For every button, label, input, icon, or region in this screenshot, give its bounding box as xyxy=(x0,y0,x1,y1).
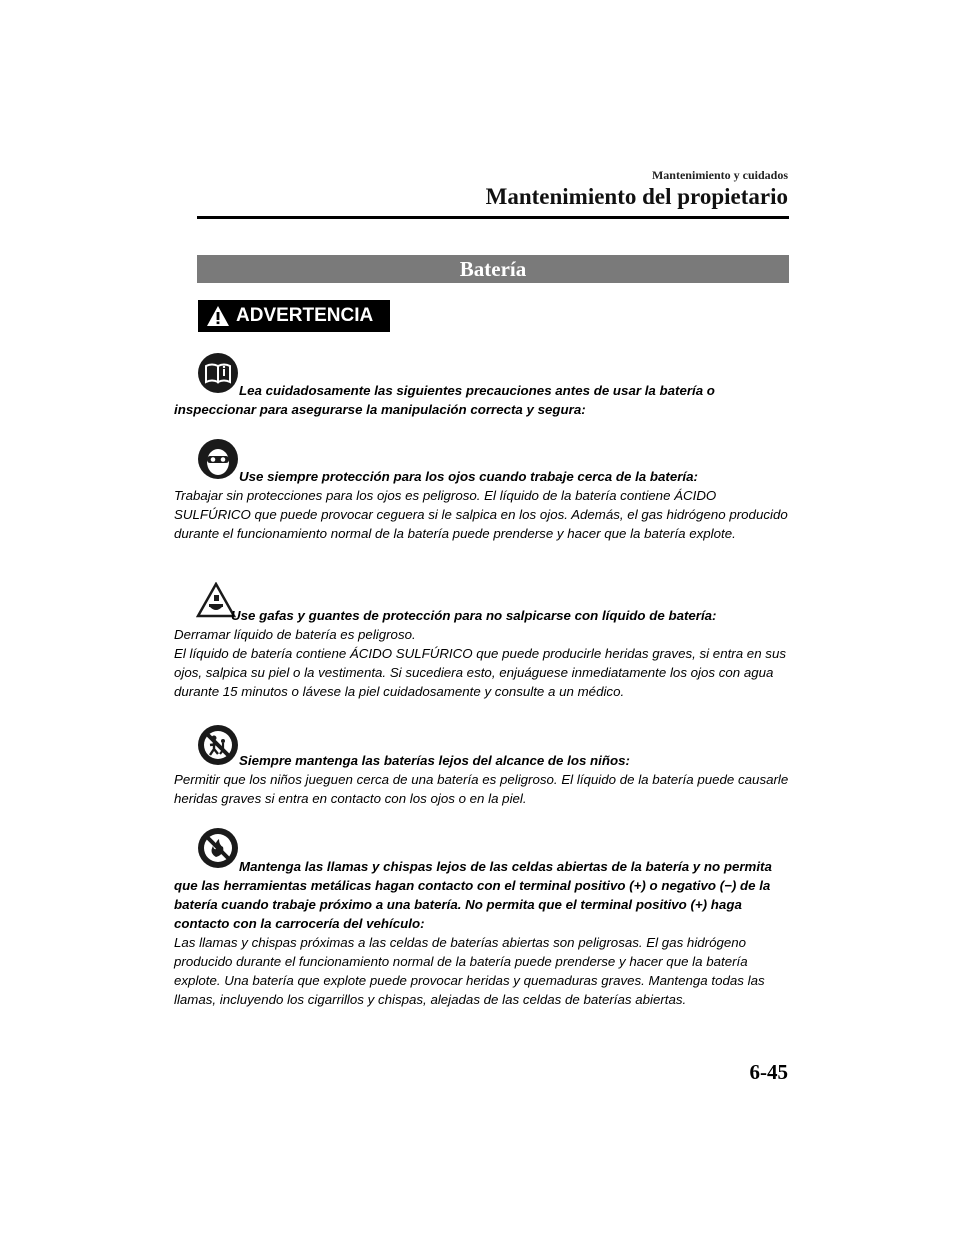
warning-block-read-precautions xyxy=(174,381,794,419)
block-body: Permitir que los niños jueguen cerca de una batería es peligroso. El líquido de la batería puede causarle heridas graves si entra en contacto con los ojos o en la piel. xyxy=(174,772,789,806)
block-title: Use gafas y guantes de protección para no salpicarse con líquido de batería: xyxy=(231,608,717,623)
block-title: Lea cuidadosamente las siguientes precauciones antes de usar la batería o inspeccionar para asegurarse la manipulación correcta y segura: xyxy=(174,383,715,417)
block-title: Siempre mantenga las baterías lejos del alcance de los niños: xyxy=(239,753,630,768)
section-header: Mantenimiento del propietario xyxy=(485,184,788,209)
header-divider xyxy=(197,216,789,219)
section-title: Batería xyxy=(197,255,789,283)
warning-label: ADVERTENCIA xyxy=(236,305,374,326)
chapter-header: Mantenimiento y cuidados xyxy=(651,168,788,182)
warning-badge xyxy=(198,300,390,332)
warning-block-eye-protection xyxy=(174,467,794,543)
page-number: 6-45 xyxy=(749,1060,788,1084)
block-body: Derramar líquido de batería es peligroso. xyxy=(174,627,416,642)
warning-triangle-icon xyxy=(206,305,230,327)
warning-block-children xyxy=(174,751,794,808)
warning-block-flames xyxy=(174,857,794,1009)
block-title: Use siempre protección para los ojos cuando trabaje cerca de la batería: xyxy=(239,469,698,484)
block-title: Mantenga las llamas y chispas lejos de las celdas abiertas de la batería y no permita que las herramientas metálicas hagan contacto con el terminal positivo (+) o negativo (−) de la batería cuando trabaje próximo a una batería. No permita que el terminal positivo (+) haga contacto con la carrocería del vehículo: xyxy=(174,859,772,931)
block-body: Las llamas y chispas próximas a las celdas de baterías abiertas son peligrosas. El gas hidrógeno producido durante el funcionamiento normal de la batería puede prenderse y hacer que la batería explote. Una batería que explote puede provocar heridas y quemaduras graves. Mantenga todas las llamas, incluyendo los cigarrillos y chispas, alejadas de las celdas de baterías abiertas. xyxy=(174,935,765,1007)
block-body-2: El líquido de batería contiene ÁCIDO SULFÚRICO que puede producirle heridas graves, si entra en sus ojos, salpica su piel o la vestimenta. Si sucediera esto, enjuáguese inmediatamente los ojos con agua durante 15 minutos o lávese la piel cuidadosamente y consulte a un médico. xyxy=(174,646,786,699)
block-body: Trabajar sin protecciones para los ojos es peligroso. El líquido de la batería contiene ÁCIDO SULFÚRICO que puede provocar ceguera si le salpica en los ojos. Además, el gas hidrógeno producido durante el funcionamiento normal de la batería puede prenderse y hacer que la batería explote. xyxy=(174,488,788,541)
warning-block-acid xyxy=(174,606,794,701)
